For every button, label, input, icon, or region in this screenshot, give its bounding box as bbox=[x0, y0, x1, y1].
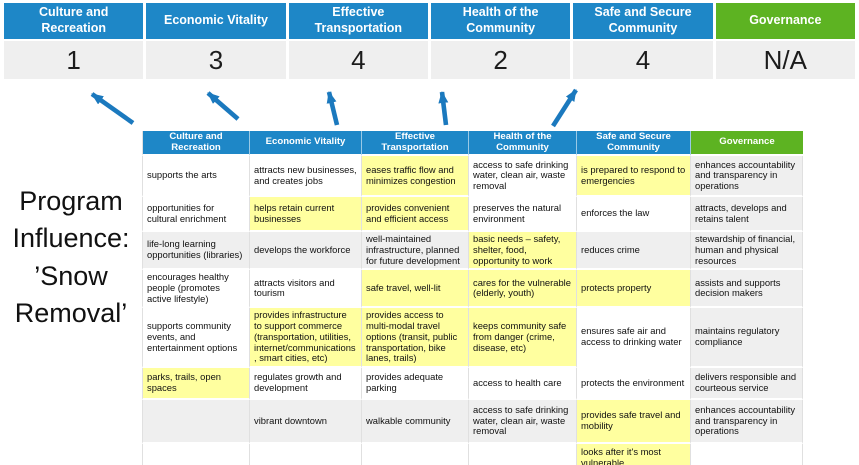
matrix-row bbox=[142, 400, 803, 444]
scoreboard-column-health bbox=[431, 3, 570, 79]
matrix-cell-highlighted: parks, trails, open spaces bbox=[142, 368, 250, 400]
matrix-row bbox=[142, 232, 803, 270]
matrix-cell-highlighted: basic needs – safety, shelter, food, opportunity to work bbox=[469, 232, 577, 270]
matrix-cell: access to safe drinking water, clean air, waste removal bbox=[469, 400, 577, 444]
matrix-cell: assists and supports decision makers bbox=[691, 270, 803, 308]
scoreboard-score-health: 2 bbox=[431, 41, 570, 79]
matrix-cell: opportunities for cultural enrichment bbox=[142, 197, 250, 232]
matrix-column-header: Culture and Recreation bbox=[142, 131, 250, 156]
matrix-cell bbox=[469, 444, 577, 465]
matrix-cell: access to safe drinking water, clean air, waste removal bbox=[469, 156, 577, 197]
scoreboard-score-governance: N/A bbox=[716, 41, 855, 79]
matrix-cell: delivers responsible and courteous service bbox=[691, 368, 803, 400]
scoreboard-header-health: Health of the Community bbox=[431, 3, 570, 39]
matrix-row bbox=[142, 156, 803, 197]
scoreboard-header-culture: Culture and Recreation bbox=[4, 3, 143, 39]
matrix-cell-highlighted: safe travel, well-lit bbox=[362, 270, 469, 308]
matrix-body bbox=[142, 156, 803, 465]
matrix-row bbox=[142, 270, 803, 308]
program-title bbox=[0, 183, 142, 332]
matrix-cell: supports community events, and entertainment options bbox=[142, 308, 250, 368]
matrix-cell-highlighted: protects property bbox=[577, 270, 691, 308]
matrix-cell: develops the workforce bbox=[250, 232, 362, 270]
scoreboard-score-transportation: 4 bbox=[289, 41, 428, 79]
matrix-column-header: Effective Transportation bbox=[362, 131, 469, 156]
matrix-cell: preserves the natural environment bbox=[469, 197, 577, 232]
matrix-cell: access to health care bbox=[469, 368, 577, 400]
matrix-row bbox=[142, 308, 803, 368]
scoreboard-column-governance bbox=[716, 3, 855, 79]
matrix-cell: regulates growth and development bbox=[250, 368, 362, 400]
scoreboard-score-culture: 1 bbox=[4, 41, 143, 79]
priorities-matrix bbox=[142, 131, 803, 465]
matrix-cell: maintains regulatory compliance bbox=[691, 308, 803, 368]
program-title-line: Program bbox=[19, 186, 123, 216]
matrix-cell-highlighted: is prepared to respond to emergencies bbox=[577, 156, 691, 197]
scoreboard-column-culture bbox=[4, 3, 143, 79]
program-title-line: ’Snow bbox=[34, 260, 108, 291]
up-arrow-health bbox=[442, 92, 446, 125]
scoreboard-column-safe bbox=[573, 3, 712, 79]
matrix-cell-highlighted: provides access to multi-modal travel options (transit, public transportation, bike lanes, trails) bbox=[362, 308, 469, 368]
scoreboard-header-economic: Economic Vitality bbox=[146, 3, 285, 39]
matrix-cell bbox=[142, 444, 250, 465]
up-arrow-transportation bbox=[329, 92, 337, 125]
program-title-line: Removal’ bbox=[14, 297, 128, 328]
matrix-cell: walkable community bbox=[362, 400, 469, 444]
matrix-row bbox=[142, 368, 803, 400]
matrix-cell-highlighted: provides safe travel and mobility bbox=[577, 400, 691, 444]
matrix-column-header: Governance bbox=[691, 131, 803, 156]
matrix-cell: enhances accountability and transparency in operations bbox=[691, 400, 803, 444]
matrix-cell bbox=[142, 400, 250, 444]
matrix-cell-highlighted: keeps community safe from danger (crime, disease, etc) bbox=[469, 308, 577, 368]
matrix-cell: stewardship of financial, human and physical resources bbox=[691, 232, 803, 270]
matrix-cell: protects the environment bbox=[577, 368, 691, 400]
matrix-cell: attracts new businesses, and creates jobs bbox=[250, 156, 362, 197]
scoreboard-column-economic bbox=[146, 3, 285, 79]
scoreboard-score-safe: 4 bbox=[573, 41, 712, 79]
matrix-cell: life-long learning opportunities (libraries) bbox=[142, 232, 250, 270]
program-title-line: Influence: bbox=[12, 223, 130, 254]
scoreboard-header-transportation: Effective Transportation bbox=[289, 3, 428, 39]
matrix-cell bbox=[691, 444, 803, 465]
scoreboard-score-economic: 3 bbox=[146, 41, 285, 79]
scoreboard-header-governance: Governance bbox=[716, 3, 855, 39]
matrix-cell: enforces the law bbox=[577, 197, 691, 232]
matrix-cell: reduces crime bbox=[577, 232, 691, 270]
matrix-header-row bbox=[142, 131, 803, 156]
matrix-cell: ensures safe air and access to drinking water bbox=[577, 308, 691, 368]
matrix-cell-highlighted: provides convenient and efficient access bbox=[362, 197, 469, 232]
matrix-cell: supports the arts bbox=[142, 156, 250, 197]
up-arrow-safe bbox=[553, 90, 576, 126]
matrix-cell-highlighted: cares for the vulnerable (elderly, youth) bbox=[469, 270, 577, 308]
matrix-cell-highlighted: helps retain current businesses bbox=[250, 197, 362, 232]
scoreboard bbox=[4, 3, 855, 79]
up-arrow-economic bbox=[208, 93, 238, 119]
matrix-column-header: Economic Vitality bbox=[250, 131, 362, 156]
matrix-cell-highlighted: looks after it's most vulnerable bbox=[577, 444, 691, 465]
matrix-cell: vibrant downtown bbox=[250, 400, 362, 444]
matrix-cell: provides adequate parking bbox=[362, 368, 469, 400]
matrix-cell-highlighted: provides infrastructure to support commerce (transportation, utilities, internet/communications, smart cities, etc) bbox=[250, 308, 362, 368]
matrix-cell-highlighted: eases traffic flow and minimizes congestion bbox=[362, 156, 469, 197]
matrix-cell: attracts visitors and tourism bbox=[250, 270, 362, 308]
matrix-cell bbox=[250, 444, 362, 465]
matrix-column-header: Health of the Community bbox=[469, 131, 577, 156]
matrix-cell: attracts, develops and retains talent bbox=[691, 197, 803, 232]
scoreboard-column-transportation bbox=[289, 3, 428, 79]
matrix-cell: well-maintained infrastructure, planned for future development bbox=[362, 232, 469, 270]
up-arrow-culture bbox=[92, 94, 133, 123]
matrix-cell bbox=[362, 444, 469, 465]
matrix-cell: enhances accountability and transparency in operations bbox=[691, 156, 803, 197]
matrix-column-header: Safe and Secure Community bbox=[577, 131, 691, 156]
scoreboard-header-safe: Safe and Secure Community bbox=[573, 3, 712, 39]
matrix-row bbox=[142, 444, 803, 465]
matrix-cell: encourages healthy people (promotes active lifestyle) bbox=[142, 270, 250, 308]
matrix-row bbox=[142, 197, 803, 232]
